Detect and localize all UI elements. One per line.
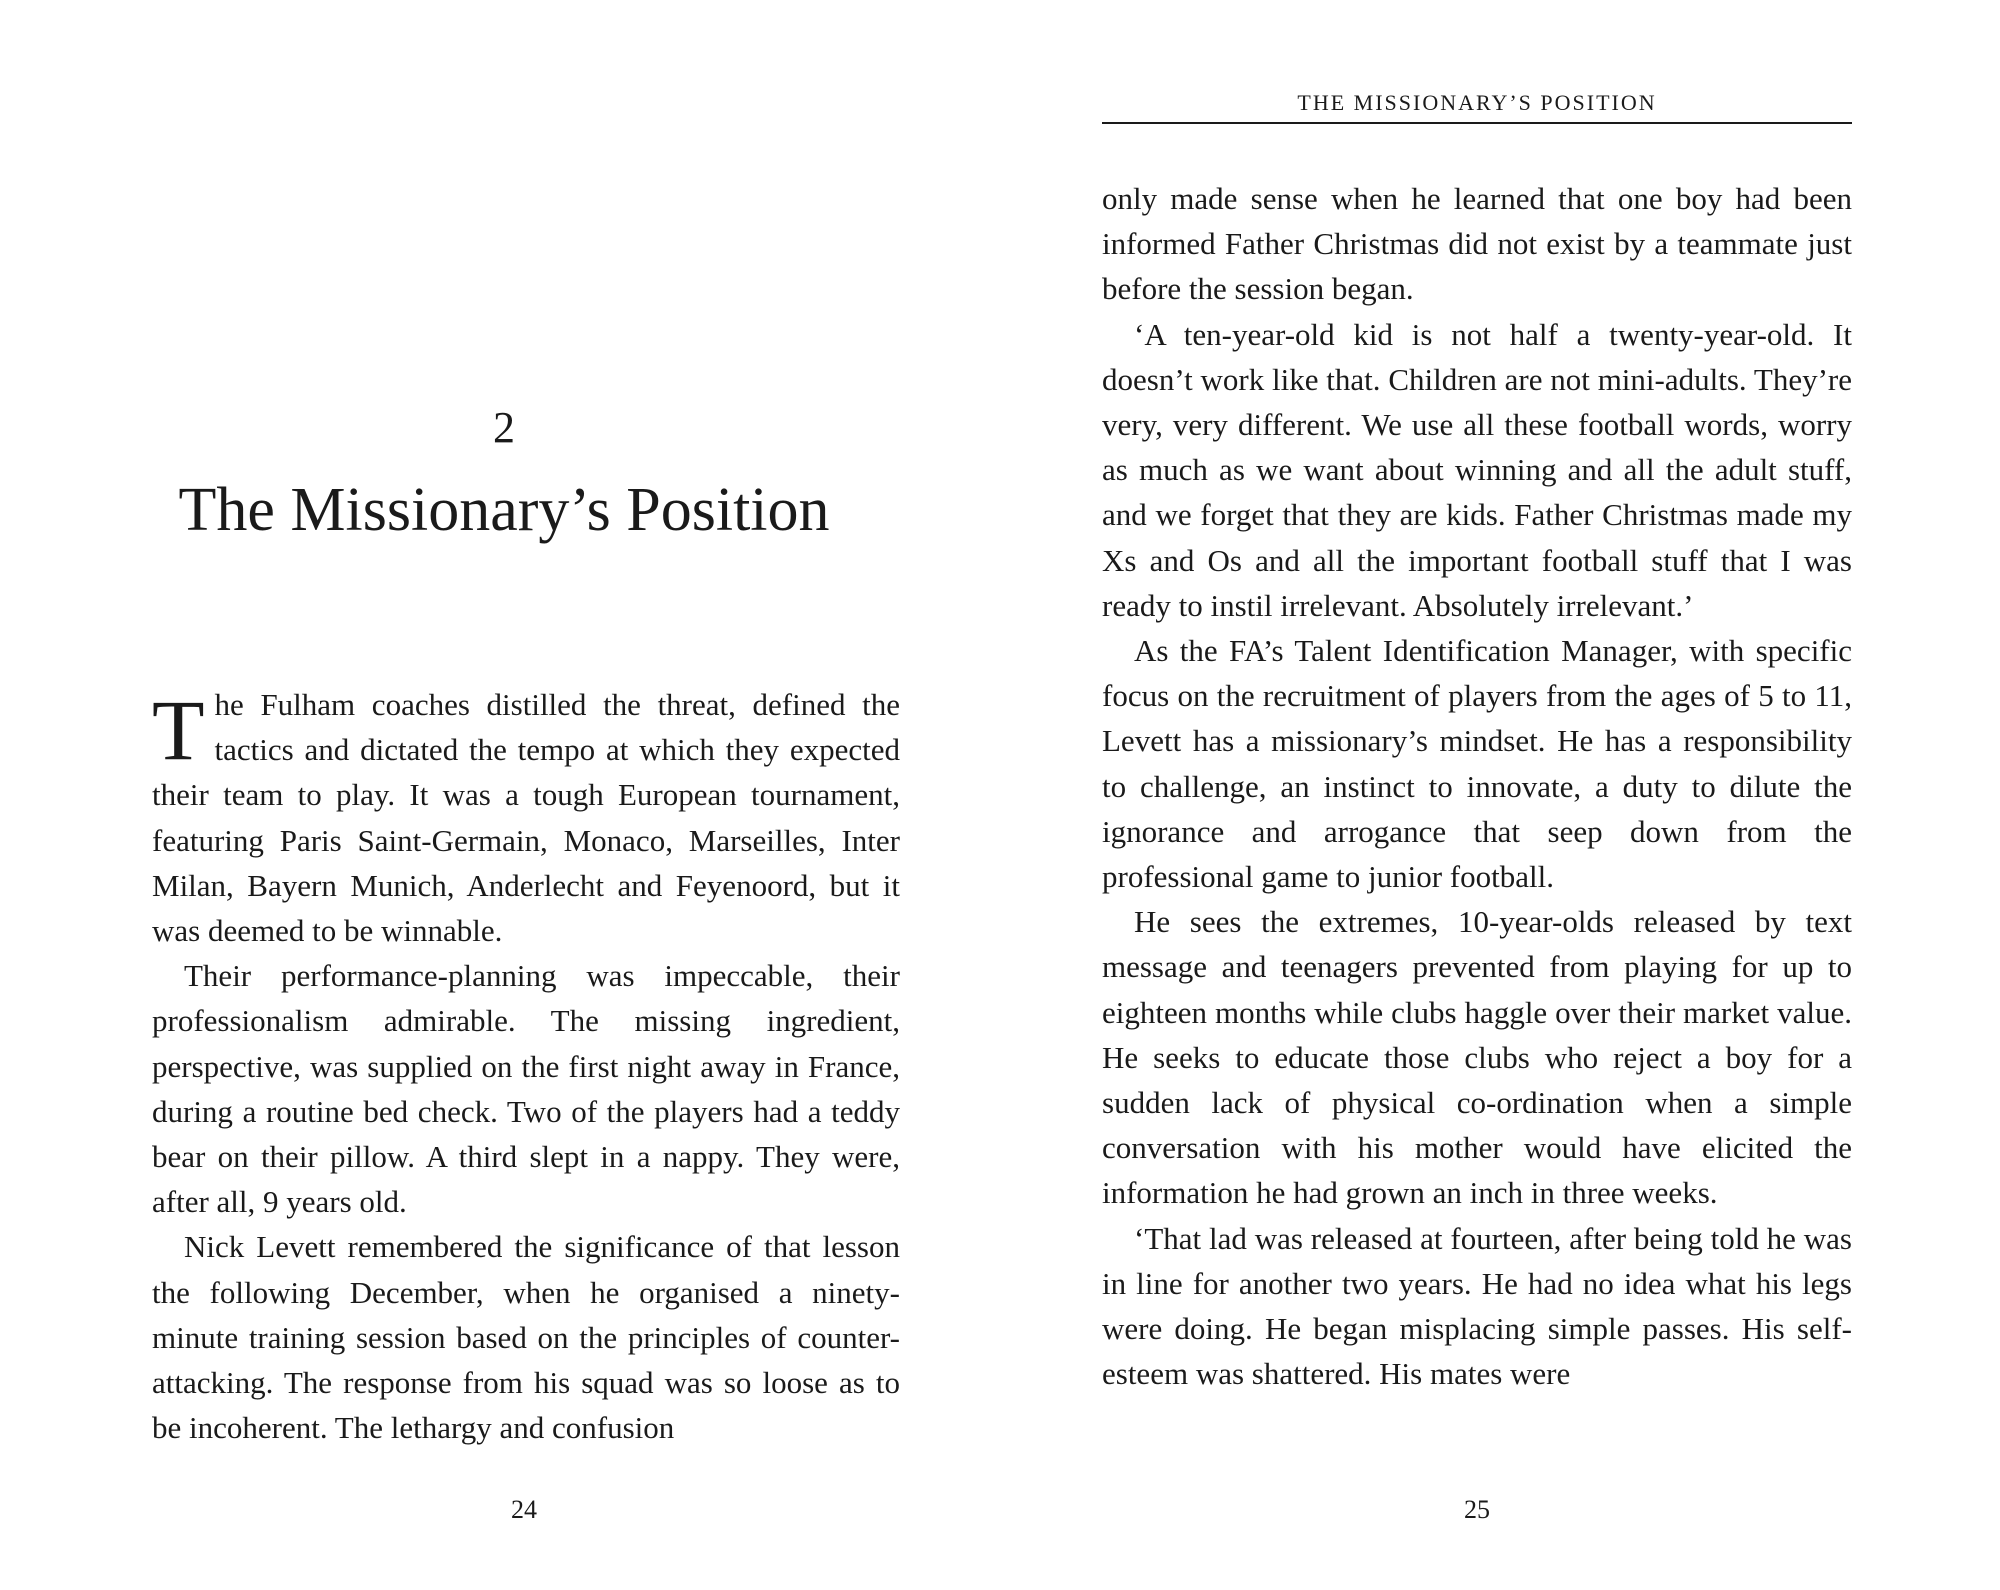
paragraph: He sees the extremes, 10-year-olds released by text message and teenagers prevented from playing for up to eighteen months while clubs haggle over their market value. He seeks to educate those clubs who reject a boy for a sudden lack of physical co-ordination when a simple conversation with his mother would have elicited the information he had grown an inch in three weeks.	[1102, 904, 1852, 1211]
drop-cap: T	[152, 682, 205, 778]
page-number: 24	[511, 1495, 537, 1524]
paragraph: Their performance-planning was impeccable, their professionalism admirable. The missing ingredient, perspective, was supplied on the first night away in France, during a routine bed check. Two of the players had a teddy bear on their pillow. A third slept in a nappy. They were, after all, 9 years old.	[152, 958, 900, 1220]
paragraph: only made sense when he learned that one boy had been informed Father Christmas did not exist by a teammate just before the session began.	[1102, 181, 1852, 307]
chapter-title: The Missionary’s Position	[178, 476, 830, 544]
paragraph: Nick Levett remembered the significance of that lesson the following December, when he organised a ninety-minute training session based on the principles of counter-attacking. The response from his squad was so loose as to be incoherent. The lethargy and confusion	[152, 1229, 900, 1446]
paragraph-text: he Fulham coaches distilled the threat, defined the tactics and dictated the tempo at which they expected their team to play. It was a tough European tournament, featuring Paris Saint-Germain, Monaco, Marseilles, Inter Milan, Bayern Munich, Anderlecht and Feyenoord, but it was deemed to be winnable.	[152, 687, 900, 949]
page-number: 25	[1464, 1495, 1490, 1524]
left-body-text	[152, 682, 900, 1450]
right-body-text	[1102, 176, 1852, 1396]
paragraph: ‘A ten-year-old kid is not half a twenty-year-old. It doesn’t work like that. Children are not mini-adults. They’re very, very different. We use all these football words, worry as much as we want about winning and all the adult stuff, and we forget that they are kids. Father Christmas made my Xs and Os and all the important football stuff that I was ready to instil irrelevant. Absolutely irrelevant.’	[1102, 316, 1852, 623]
header-rule	[1102, 122, 1852, 124]
paragraph: ‘That lad was released at fourteen, after being told he was in line for another two years. He had no idea what his legs were doing. He began misplacing simple passes. His self-esteem was shattered. His mates were	[1102, 1220, 1852, 1392]
chapter-number: 2	[493, 403, 515, 452]
paragraph: As the FA’s Talent Identification Manager, with specific focus on the recruitment of players from the ages of 5 to 11, Levett has a missionary’s mindset. He has a responsibility to challenge, an instinct to innovate, a duty to dilute the ignorance and arrogance that seep down from the professional game to junior football.	[1102, 633, 1852, 895]
right-page	[1000, 0, 2000, 1590]
running-head: THE MISSIONARY’S POSITION	[1297, 90, 1657, 115]
paragraph	[152, 682, 900, 953]
